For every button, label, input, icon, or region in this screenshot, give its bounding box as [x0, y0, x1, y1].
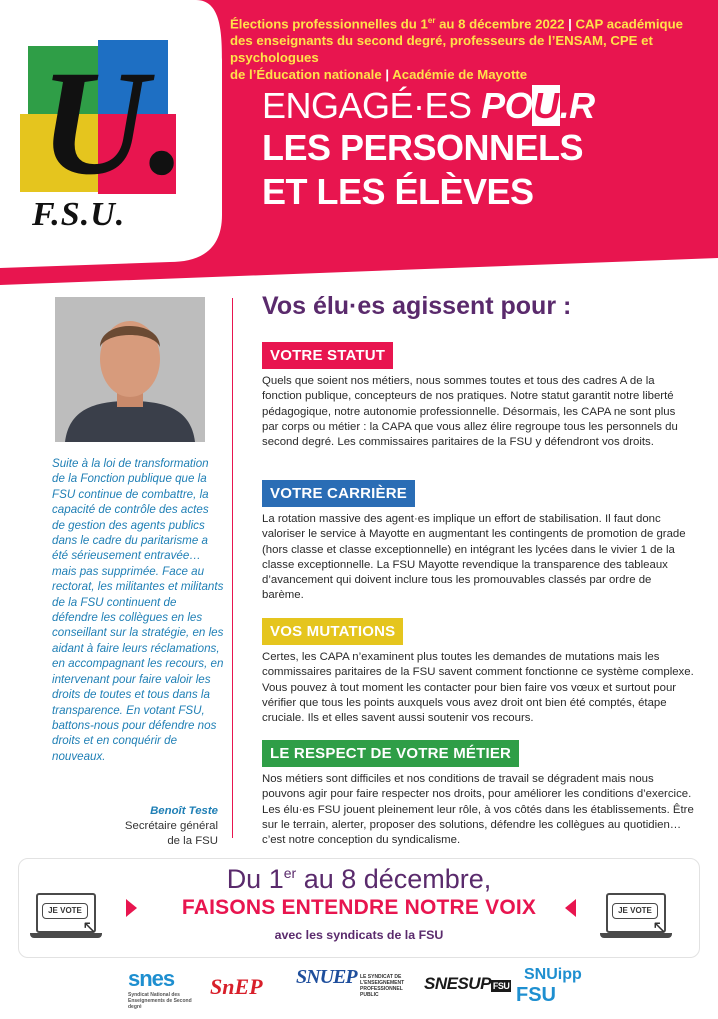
snuep-logo: SNUEP LE SYNDICAT DE L’ENSEIGNEMENT PROFESSIONNEL PUBLIC	[296, 966, 405, 998]
tag-mutations: VOS MUTATIONS	[262, 618, 403, 645]
footer-slogan: FAISONS ENTENDRE NOTRE VOIX	[181, 896, 537, 919]
election-info: Élections professionnelles du 1er au 8 décembre 2022 | CAP académique des enseignants du second degré, professeurs de l’ENSAM, CPE et psychologues de l’Éducation nationale | Académie de Mayotte	[230, 16, 683, 83]
signature-role-2: de la FSU	[167, 835, 218, 847]
quote-text: Suite à la loi de transformation de la Fonction publique que la FSU continue de combattre, la capacité de contrôle des actes de gestion des agents publics dans le cadre du paritarisme a été sérieusement entravée… mais pas supprimée. Face au rectorat, les militantes et militants de la FSU continuent de défendre les collègues en les conseillant sur la stratégie, en les aidant à faire leurs réclamations, en accompagnant les recours, en intervenant pour faire valoir les droits de toutes et tous dans la transparence. En votant FSU, battons-nous pour défendre nos droits et en conquérir de nouveaux.	[52, 457, 224, 763]
snuipp-logo: SNUipp FSU	[516, 966, 582, 1006]
tag-metier: LE RESPECT DE VOTRE MÉTIER	[262, 740, 519, 767]
main-title: ENGAGÉ·ES POU.R LES PERSONNELS ET LES ÉLÈVES	[262, 85, 595, 212]
tag-statut: VOTRE STATUT	[262, 342, 393, 369]
text-carriere: La rotation massive des agent·es implique un effort de stabilisation. Il faut donc valoriser le service à Mayotte en augmentant les contingents de promotion de grade (hors classe et classe exceptionnelle) en intégrant les lycées dans le vivier 1 de la classe exceptionnelle. La FSU Mayotte revendique la transparence des tableaux d’avancement qui doivent inclure tous les promouvables classés par ordre de barème.	[262, 513, 686, 602]
logo-text: F.S.U.	[32, 196, 126, 233]
signature	[125, 804, 218, 849]
person-portrait-icon	[55, 297, 205, 442]
signature-name: Benoît Teste	[150, 805, 218, 817]
column-divider	[232, 298, 233, 838]
footer-subtitle: avec les syndicats de la FSU	[274, 928, 444, 942]
logo-letter: U.	[40, 40, 186, 206]
snes-logo: snes Syndicat National des Enseignements de Second degré	[128, 966, 192, 1010]
title-line-2: LES PERSONNELS	[262, 127, 584, 168]
title-line-3: ET LES ÉLÈVES	[262, 171, 534, 212]
text-statut: Quels que soient nos métiers, nous sommes toutes et tous des cadres A de la fonction publique, concepteurs de nos pratiques. Notre statut garantit notre liberté pédagogique, notre autonomie professionnelle. Désormais, les CAPA ne sont plus par corps ou métier : la CAPA que vous allez élire regroupe tous les personnels du second degré. Les commissaires paritaires de la FSU y défendront vos droits.	[262, 375, 678, 449]
cursor-icon: ↖	[82, 917, 98, 937]
cursor-icon: ↖	[652, 917, 668, 937]
header	[0, 0, 718, 285]
signature-role-1: Secrétaire général	[124, 820, 218, 832]
tag-carriere: VOTRE CARRIÈRE	[262, 480, 415, 507]
snesup-logo: SNESUP FSU	[424, 974, 510, 993]
vote-label-right: JE VOTE	[612, 903, 658, 919]
footer-dates: Du 1er au 8 décembre,	[226, 864, 492, 894]
text-metier: Nos métiers sont difficiles et nos conditions de travail se dégradent mais nous pouvons agir pour faire respecter nos droits, pour améliorer les conditions d’exercice. Les élu·es FSU jouent pleinement leur rôle, à vos côtés dans les établissements. Être sur le terrain, alerter, proposer des solutions, défendre les collègues au quotidien… c’est notre conception du syndicalisme.	[262, 773, 694, 847]
vote-label-left: JE VOTE	[42, 903, 88, 919]
union-logos	[0, 966, 718, 1014]
snep-logo: SnEP	[210, 974, 263, 999]
section-heading: Vos élu·es agissent pour :	[262, 292, 572, 320]
text-mutations: Certes, les CAPA n’examinent plus toutes les demandes de mutations mais les commissaires paritaires de la FSU savent comment fonctionne ce système complexe. Vous pouvez à tout moment les contacter pour bien faire vos vœux et surtout pour vérifier que tous les points auxquels vous avez droit ont bien été comptés, étape cruciale. Ils et elles savent aussi soutenir vos recours.	[262, 651, 694, 725]
portrait-photo	[55, 297, 205, 442]
